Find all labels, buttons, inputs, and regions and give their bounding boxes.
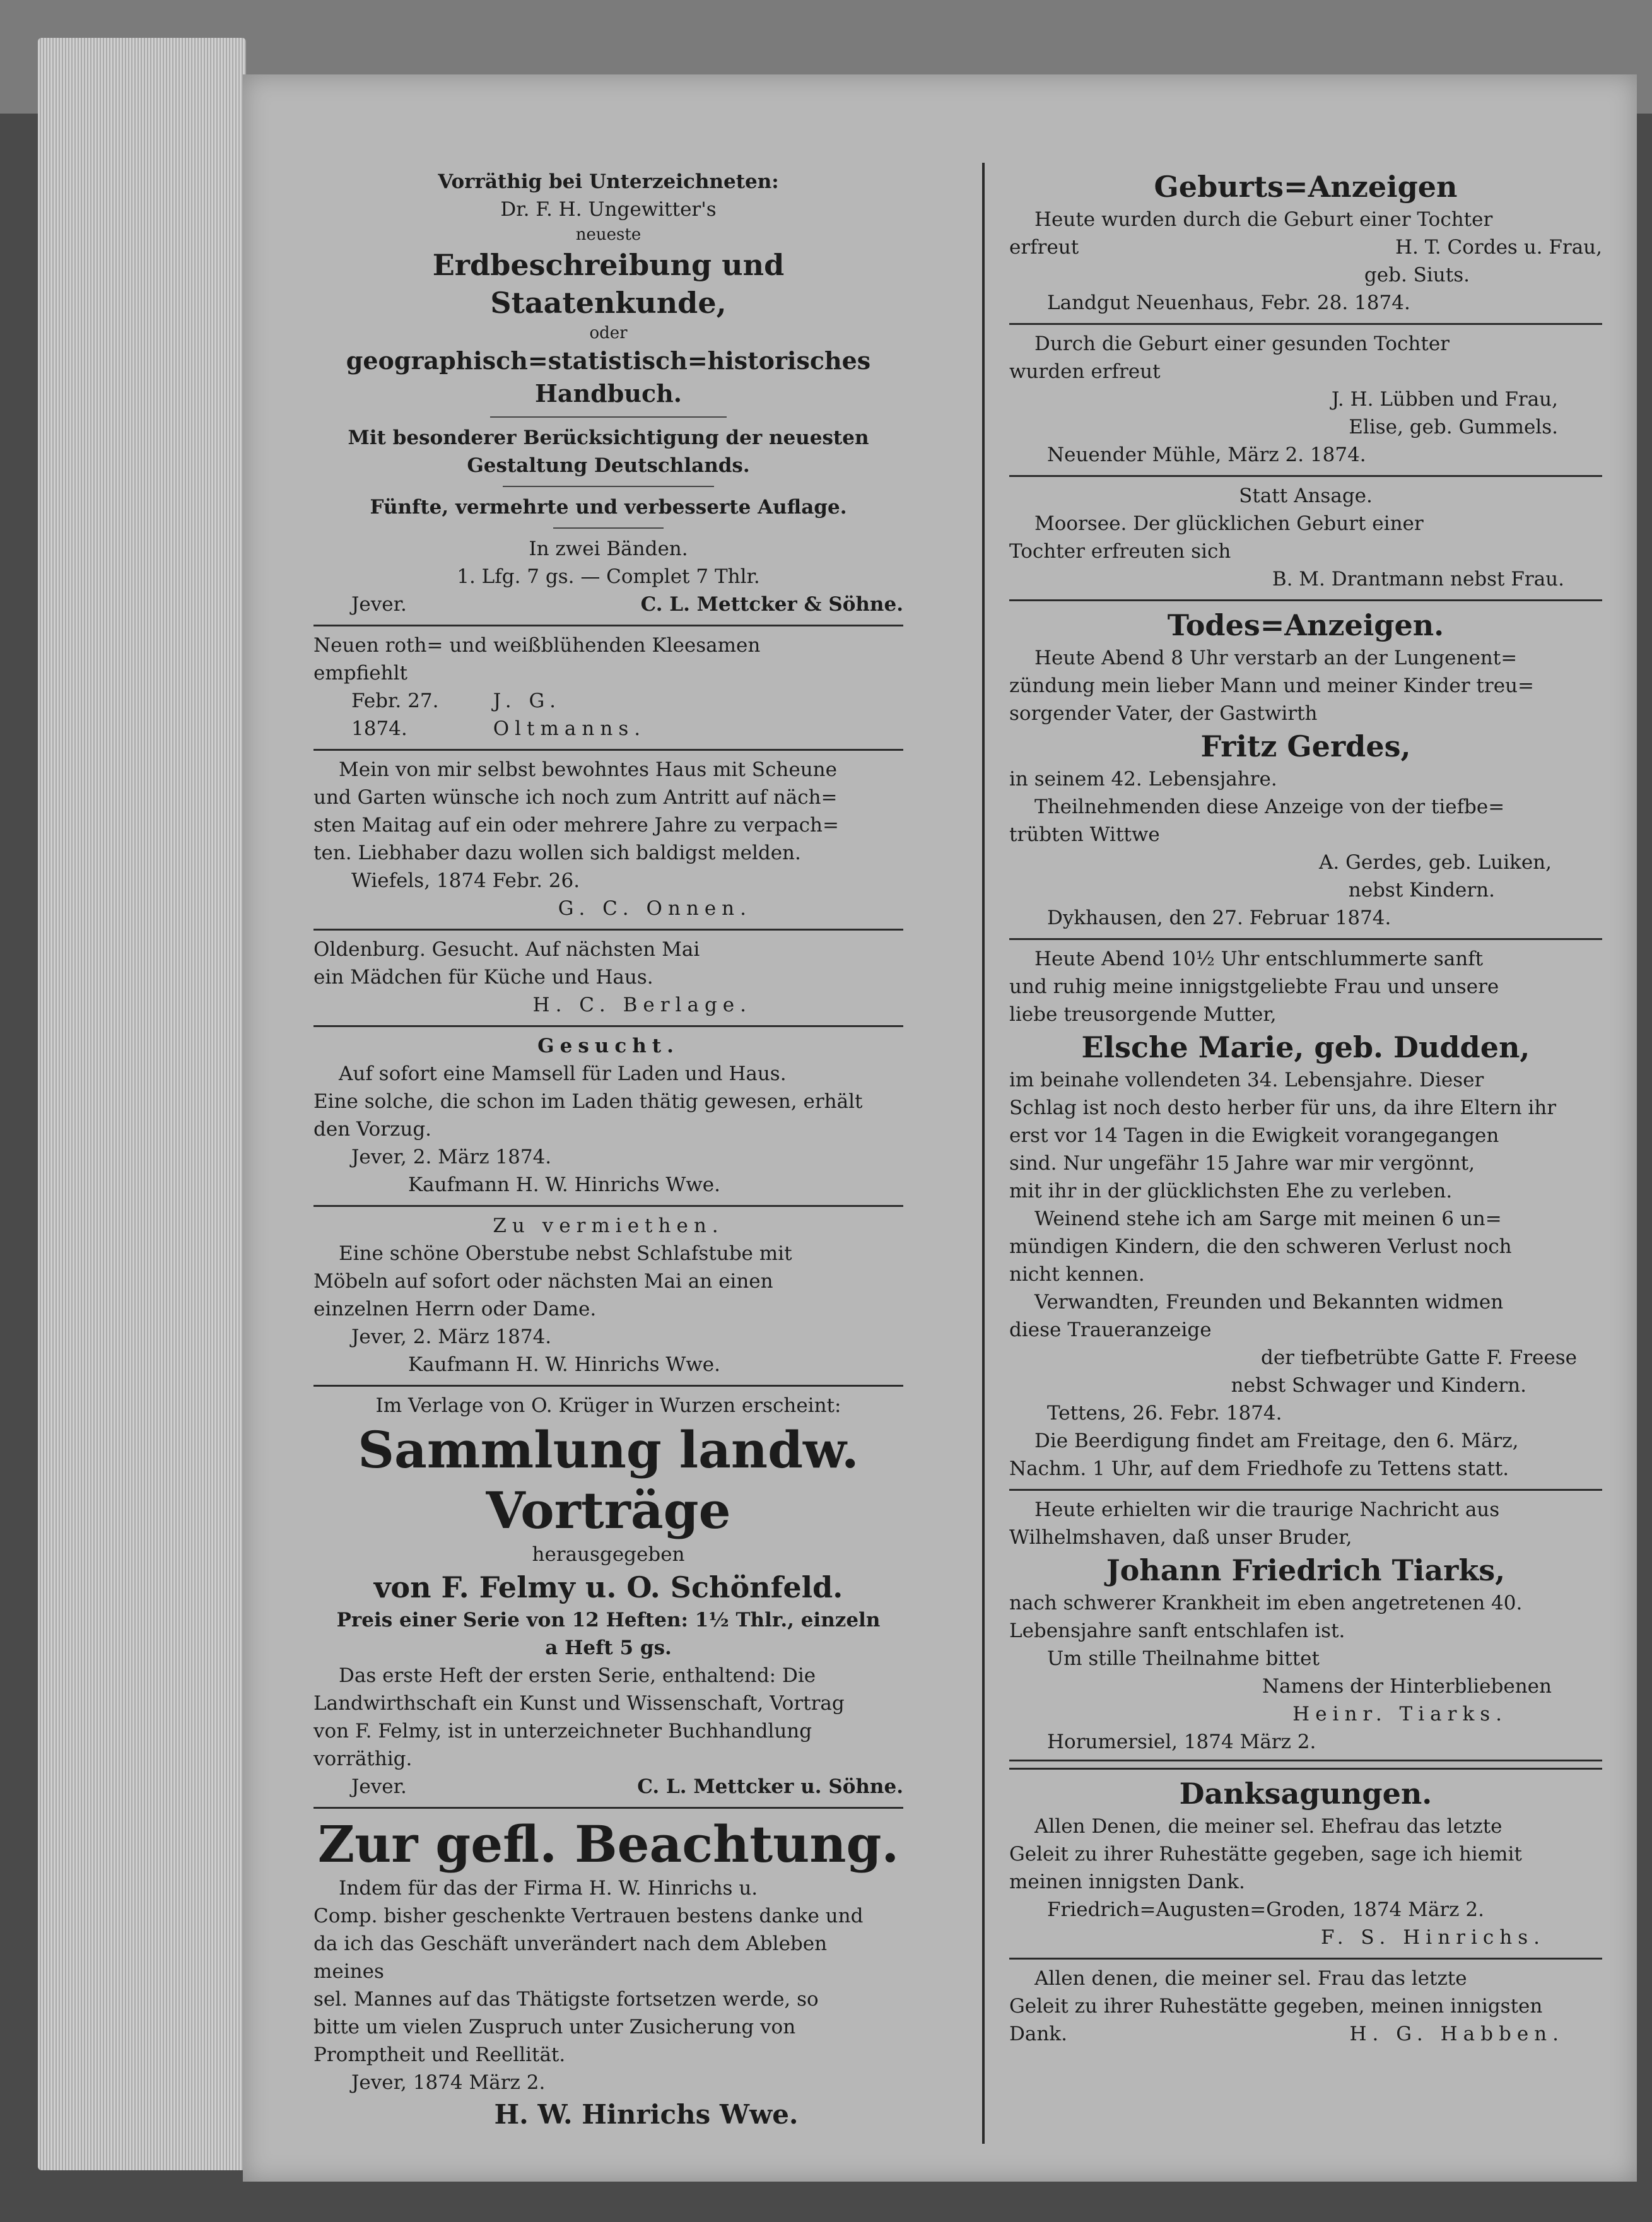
ad-signature: nebst Schwager und Kindern. [1231, 1374, 1526, 1397]
ad-line: 1. Lfg. 7 gs. — Complet 7 Thlr. [457, 565, 760, 588]
ad-line: oder [589, 324, 628, 343]
ad-ungewitter [313, 163, 903, 625]
ad-signature: H. G. Habben. [1349, 2023, 1564, 2045]
ad-line: erfreut [1009, 236, 1079, 259]
ad-signature: H. C. Berlage. [532, 994, 752, 1016]
ad-line: Statt Ansage. [1239, 485, 1373, 507]
ad-signature: J. H. Lübben und Frau, [1331, 388, 1558, 411]
ad-date: Neuender Mühle, März 2. 1874. [1047, 444, 1366, 466]
ad-line: und ruhig meine innigstgeliebte Frau und unsere [1009, 975, 1499, 998]
ad-line: mündigen Kindern, die den schweren Verlust noch [1009, 1235, 1512, 1258]
newspaper-page [243, 74, 1637, 2182]
ad-line: und Garten wünsche ich noch zum Antritt auf näch= [313, 786, 838, 809]
ad-signature: G. C. Onnen. [558, 897, 752, 920]
ad-subheadline: geographisch=statistisch=historisches Handbuch. [346, 346, 871, 408]
ad-line: Wilhelmshaven, daß unser Bruder, [1009, 1526, 1352, 1549]
ad-signature: nebst Kindern. [1348, 879, 1495, 902]
ad-mamsell [313, 1025, 903, 1205]
ad-line: Lebensjahre sanft entschlafen ist. [1009, 1619, 1345, 1642]
column-divider [982, 163, 985, 2144]
ad-line: Eine schöne Oberstube nebst Schlafstube mit [339, 1242, 792, 1265]
ad-line: sten Maitag auf ein oder mehrere Jahre zu verpach= [313, 814, 839, 837]
section-title: Geburts=Anzeigen [1154, 170, 1458, 204]
ad-signature: C. L. Mettcker & Söhne. [640, 593, 903, 616]
ad-line: Tochter erfreuten sich [1009, 540, 1231, 563]
ad-title: Gesucht. [537, 1035, 679, 1057]
ad-signature: Kaufmann H. W. Hinrichs Wwe. [408, 1173, 720, 1196]
ad-line: Die Beerdigung findet am Freitage, den 6. März, [1034, 1430, 1519, 1452]
ad-line: im beinahe vollendeten 34. Lebensjahre. Dieser [1009, 1069, 1484, 1091]
ad-line: Schlag ist noch desto herber für uns, da ihre Eltern ihr [1009, 1096, 1557, 1119]
ad-line: Auf sofort eine Mamsell für Laden und Haus. [339, 1062, 787, 1085]
ad-line: herausgegeben [532, 1543, 685, 1566]
ad-line: sorgender Vater, der Gastwirth [1009, 702, 1318, 725]
ad-line: Promptheit und Reellität. [313, 2043, 566, 2066]
ad-haus [313, 749, 903, 929]
ad-signature: J. G. Oltmanns. [493, 690, 647, 740]
ad-kleesamen [313, 625, 903, 749]
ad-line: Heute erhielten wir die traurige Nachricht aus [1034, 1498, 1500, 1521]
ad-headline: Erdbeschreibung und Staatenkunde, [432, 248, 785, 320]
ad-headline: Zur gefl. Beachtung. [317, 1814, 899, 1874]
ad-line: von F. Felmy, ist in unterzeichneter Buchhandlung [313, 1720, 812, 1743]
ad-line: Durch die Geburt einer gesunden Tochter [1034, 332, 1450, 355]
ad-date: Febr. 27. 1874. [351, 690, 439, 740]
ad-line: mit ihr in der glücklichsten Ehe zu verleben. [1009, 1180, 1453, 1202]
ad-date: Dykhausen, den 27. Februar 1874. [1047, 907, 1391, 929]
ad-line: Mit besonderer Berücksichtigung der neuesten [348, 426, 869, 449]
ad-line: Möbeln auf sofort oder nächsten Mai an einen [313, 1270, 773, 1293]
ad-signature: Elise, geb. Gummels. [1349, 416, 1558, 438]
ad-line: trübten Wittwe [1009, 823, 1160, 846]
ad-line: Das erste Heft der ersten Serie, enthaltend: Die [339, 1664, 816, 1687]
ad-freese [1009, 938, 1602, 1489]
ad-line: Heute Abend 8 Uhr verstarb an der Lungenent= [1034, 647, 1518, 669]
ad-line: nicht kennen. [1009, 1263, 1145, 1286]
deceased-name: Johann Friedrich Tiarks, [1106, 1553, 1506, 1587]
ad-line: erst vor 14 Tagen in die Ewigkeit vorangegangen [1009, 1124, 1499, 1147]
ad-habben [1009, 1958, 1602, 2054]
ad-date: Horumersiel, 1874 März 2. [1009, 1728, 1602, 1761]
section-title: Danksagungen. [1179, 1777, 1432, 1811]
ad-line: In zwei Bänden. [529, 538, 688, 560]
ad-signature: Heinr. Tiarks. [1292, 1703, 1508, 1725]
ad-line: wurden erfreut [1009, 360, 1161, 383]
ad-signature: Kaufmann H. W. Hinrichs Wwe. [408, 1353, 720, 1376]
ad-line: Mein von mir selbst bewohntes Haus mit Scheune [339, 758, 837, 781]
ad-line: Verwandten, Freunden und Bekannten widmen [1034, 1291, 1504, 1314]
ad-line: den Vorzug. [313, 1118, 432, 1141]
ad-signature: A. Gerdes, geb. Luiken, [1319, 851, 1552, 874]
ad-subheadline: von F. Felmy u. O. Schönfeld. [373, 1570, 843, 1604]
ad-line: Preis einer Serie von 12 Heften: 1½ Thlr., einzeln [336, 1609, 881, 1631]
ad-line: Vorräthig bei Unterzeichneten: [438, 170, 779, 193]
section-title: Todes=Anzeigen. [1167, 608, 1444, 642]
ad-oldenburg [313, 929, 903, 1025]
ad-line: Geleit zu ihrer Ruhestätte gegeben, meinen innigsten [1009, 1995, 1543, 2018]
section-todes [1009, 599, 1602, 938]
book-page-edges [38, 38, 246, 2170]
left-column [313, 163, 903, 2156]
ad-line: Eine solche, die schon im Laden thätig gewesen, erhält [313, 1090, 863, 1113]
ad-date: Jever, 1874 März 2. [351, 2071, 546, 2094]
ad-line: Weinend stehe ich am Sarge mit meinen 6 un= [1034, 1208, 1502, 1230]
ad-line: da ich das Geschäft unverändert nach dem Ableben meines [313, 1932, 828, 1983]
section-dank [1009, 1768, 1602, 1958]
ad-vermiethen [313, 1205, 903, 1385]
ad-luebben [1009, 323, 1602, 475]
ad-date: Friedrich=Augusten=Groden, 1874 März 2. [1047, 1898, 1484, 1921]
ad-signature: der tiefbetrübte Gatte F. Freese [1260, 1346, 1577, 1369]
ad-headline: Sammlung landw. Vorträge [358, 1420, 859, 1540]
ad-line: Landwirthschaft ein Kunst und Wissenschaft, Vortrag [313, 1692, 845, 1715]
ad-line: Allen Denen, die meiner sel. Ehefrau das letzte [1034, 1815, 1503, 1838]
ad-line: vorräthig. [313, 1748, 413, 1770]
ad-drantmann [1009, 475, 1602, 599]
ad-line: zündung mein lieber Mann und meiner Kinder treu= [1009, 674, 1534, 697]
ad-line: einzelnen Herrn oder Dame. [313, 1298, 597, 1320]
ad-line: Indem für das der Firma H. W. Hinrichs u. [339, 1877, 758, 1900]
ad-line: Nachm. 1 Uhr, auf dem Friedhofe zu Tettens statt. [1009, 1457, 1509, 1480]
deceased-name: Fritz Gerdes, [1200, 729, 1411, 763]
deceased-name: Elsche Marie, geb. Dudden, [1081, 1030, 1530, 1064]
ad-line: sel. Mannes auf das Thätigste fortsetzen werde, so [313, 1988, 819, 2011]
ad-place: Jever. [351, 593, 407, 616]
ad-line: sind. Nur ungefähr 15 Jahre war mir vergönnt, [1009, 1152, 1475, 1175]
ad-line: Theilnehmenden diese Anzeige von der tiefbe= [1034, 796, 1505, 818]
ad-line: geb. Siuts. [1364, 264, 1470, 286]
ad-line: nach schwerer Krankheit im eben angetretenen 40. [1009, 1592, 1523, 1614]
ad-sammlung [313, 1385, 903, 1807]
ad-line: Comp. bisher geschenkte Vertrauen bestens danke und [313, 1905, 864, 1927]
ad-line: diese Traueranzeige [1009, 1319, 1212, 1341]
ad-line: Dank. [1009, 2023, 1067, 2045]
ad-line: Moorsee. Der glücklichen Geburt einer [1034, 512, 1424, 535]
ad-title: Zu vermiethen. [493, 1214, 724, 1237]
ad-signature: H. T. Cordes u. Frau, [1395, 236, 1602, 259]
ad-line: Dr. F. H. Ungewitter's [500, 198, 717, 221]
right-column [1009, 163, 1602, 2156]
ad-date: Landgut Neuenhaus, Febr. 28. 1874. [1047, 291, 1410, 314]
ad-line: Heute Abend 10½ Uhr entschlummerte sanft [1034, 948, 1484, 970]
ad-signature: B. M. Drantmann nebst Frau. [1272, 568, 1564, 591]
ad-place: Jever. [351, 1775, 407, 1798]
ad-tiarks [1009, 1489, 1602, 1768]
ad-line: neueste [575, 225, 641, 244]
ad-line: Heute wurden durch die Geburt einer Tochter [1034, 208, 1493, 231]
ad-line: Fünfte, vermehrte und verbesserte Auflage. [370, 496, 847, 519]
ad-date: Wiefels, 1874 Febr. 26. [351, 869, 580, 892]
ad-date: Tettens, 26. Febr. 1874. [1047, 1402, 1282, 1425]
ad-line: Geleit zu ihrer Ruhestätte gegeben, sage ich hiemit [1009, 1843, 1522, 1866]
ad-line: Oldenburg. Gesucht. Auf nächsten Mai [313, 938, 700, 961]
ad-beachtung [313, 1807, 903, 2139]
ad-line: Im Verlage von O. Krüger in Wurzen erscheint: [375, 1394, 841, 1417]
ad-signature: Namens der Hinterbliebenen [1262, 1675, 1552, 1698]
ad-line: Neuen roth= und weißblühenden Kleesamen [313, 634, 761, 657]
ad-signature: H. W. Hinrichs Wwe. [494, 2099, 799, 2130]
ad-line: bitte um vielen Zuspruch unter Zusicherung von [313, 2016, 796, 2038]
ad-date: Jever, 2. März 1874. [351, 1146, 552, 1168]
ad-line: in seinem 42. Lebensjahre. [1009, 768, 1277, 791]
ad-line: Gestaltung Deutschlands. [467, 454, 750, 477]
ad-line: liebe treusorgende Mutter, [1009, 1003, 1277, 1026]
ad-line: empfiehlt [313, 662, 407, 685]
section-geburts [1009, 163, 1602, 323]
ad-line: a Heft 5 gs. [545, 1637, 672, 1659]
ad-signature: F. S. Hinrichs. [1321, 1926, 1545, 1949]
ad-line: ein Mädchen für Küche und Haus. [313, 966, 653, 989]
ad-line: meinen innigsten Dank. [1009, 1871, 1245, 1893]
ad-signature: C. L. Mettcker u. Söhne. [637, 1775, 903, 1798]
ad-line: Allen denen, die meiner sel. Frau das letzte [1034, 1967, 1467, 1990]
ad-line: Um stille Theilnahme bittet [1047, 1647, 1320, 1670]
ad-date: Jever, 2. März 1874. [351, 1326, 552, 1348]
ad-line: ten. Liebhaber dazu wollen sich baldigst melden. [313, 842, 801, 864]
